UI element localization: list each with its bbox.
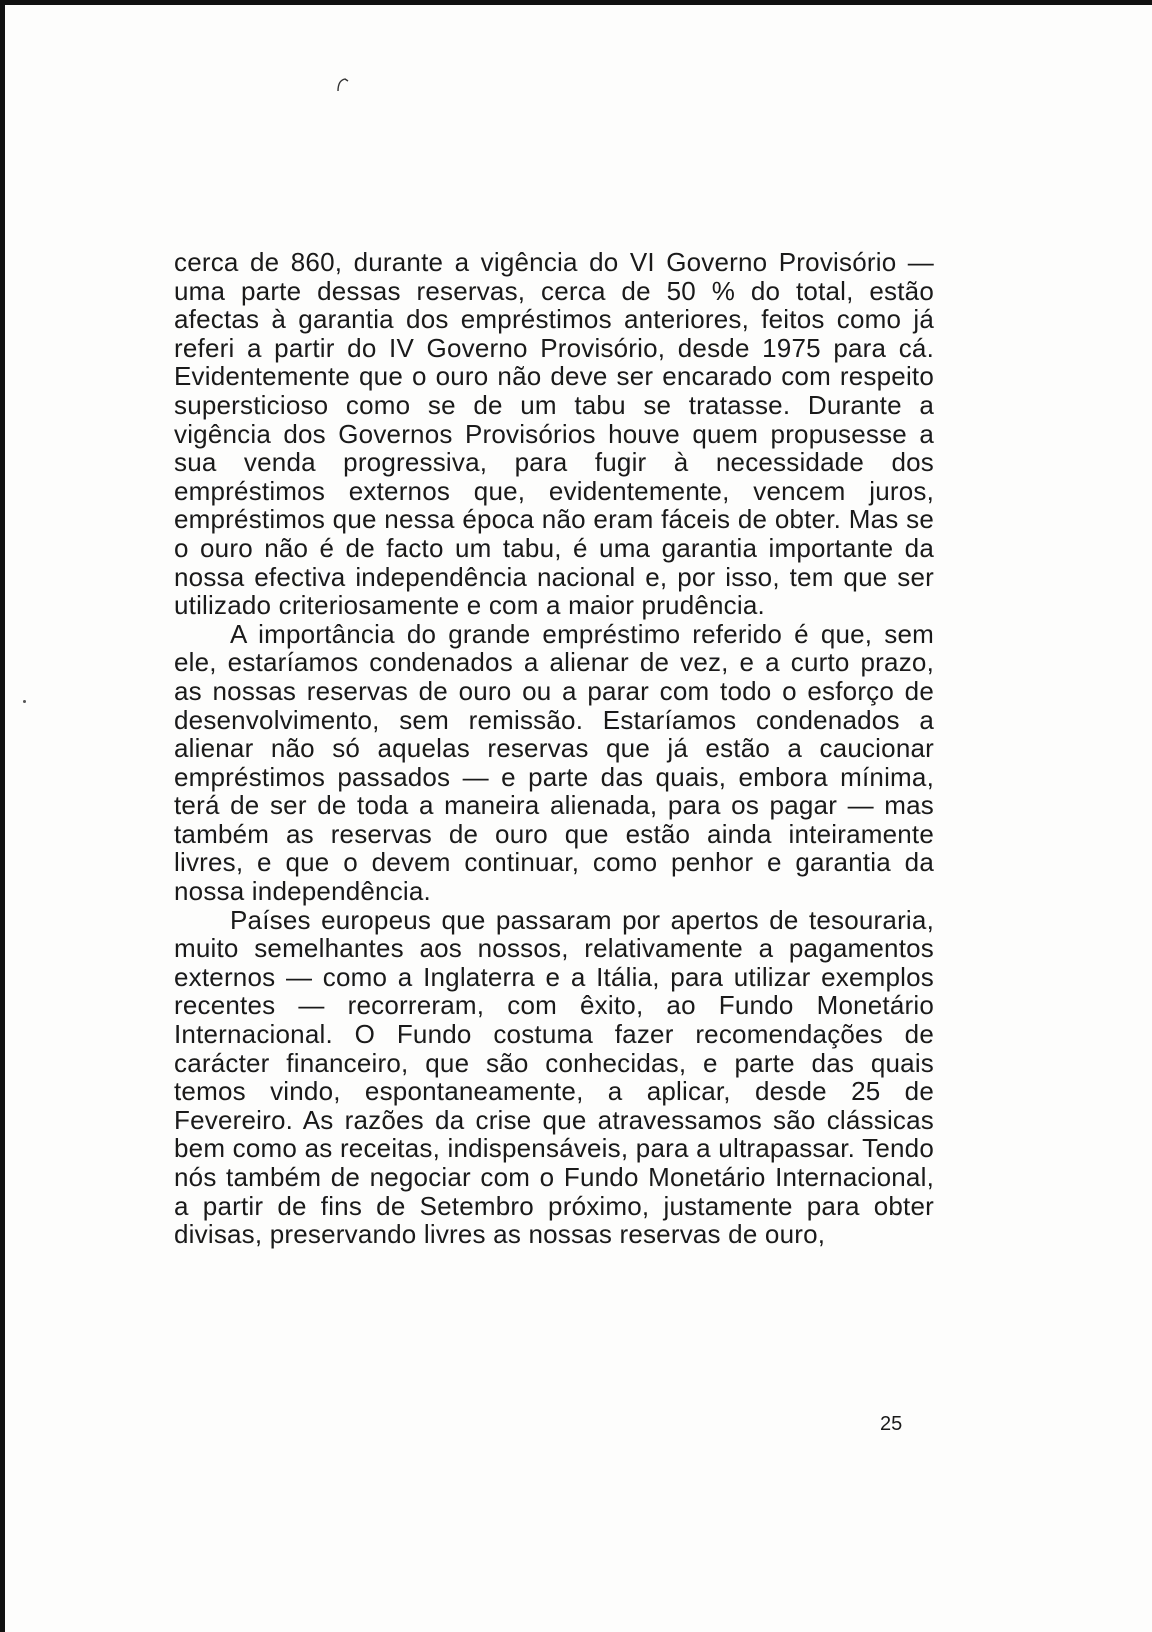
scan-border-top: [0, 0, 1152, 5]
scan-speck: [23, 700, 26, 703]
page-number: 25: [880, 1413, 903, 1435]
paragraph: A importância do grande empréstimo referido é que, sem ele, estaríamos condenados a alienar de vez, e a curto prazo, as nossas reservas de ouro ou a parar com todo o esforço de desenvolvimento, sem remissão. Estaríamos condenados a alienar não só aquelas reservas que já estão a caucionar empréstimos passados — e parte das quais, embora mínima, terá de ser de toda a maneira alienada, para os pagar — mas também as reservas de ouro que estão ainda inteiramente livres, e que o devem continuar, como penhor e garantia da nossa independência.: [174, 618, 934, 907]
body-text: [174, 248, 934, 1249]
scan-border-left: [0, 0, 5, 1632]
paragraph: Países europeus que passaram por apertos de tesouraria, muito semelhantes aos nossos, relativamente a pagamentos externos — como a Inglaterra e a Itália, para utilizar exemplos recentes — recorreram, com êxito, ao Fundo Monetário Internacional. O Fundo costuma fazer recomendações de carácter financeiro, que são conhecidas, e parte das quais temos vindo, espontaneamente, a aplicar, desde 25 de Fevereiro. As razões da crise que atravessamos são clássicas bem como as receitas, indispensáveis, para a ultrapassar. Tendo nós também de negociar com o Fundo Monetário Internacional, a partir de fins de Setembro próximo, justamente para obter divisas, preservando livres as nossas reservas de ouro,: [174, 904, 934, 1250]
paragraph: cerca de 860, durante a vigência do VI Governo Provisório — uma parte dessas reservas, cerca de 50 % do total, estão afectas à garantia dos empréstimos anteriores, feitos como já referi a partir do IV Governo Provisório, desde 1975 para cá. Evidentemente que o ouro não deve ser encarado com respeito supersticioso como se de um tabu se tratasse. Durante a vigência dos Governos Provisórios houve quem propusesse a sua venda progressiva, para fugir à necessidade dos empréstimos externos que, evidentemente, vencem juros, empréstimos que nessa época não eram fáceis de obter. Mas se o ouro não é de facto um tabu, é uma garantia importante da nossa efectiva independência nacional e, por isso, tem que ser utilizado criteriosamente e com a maior prudência.: [174, 247, 934, 621]
pen-mark-icon: [336, 78, 350, 92]
